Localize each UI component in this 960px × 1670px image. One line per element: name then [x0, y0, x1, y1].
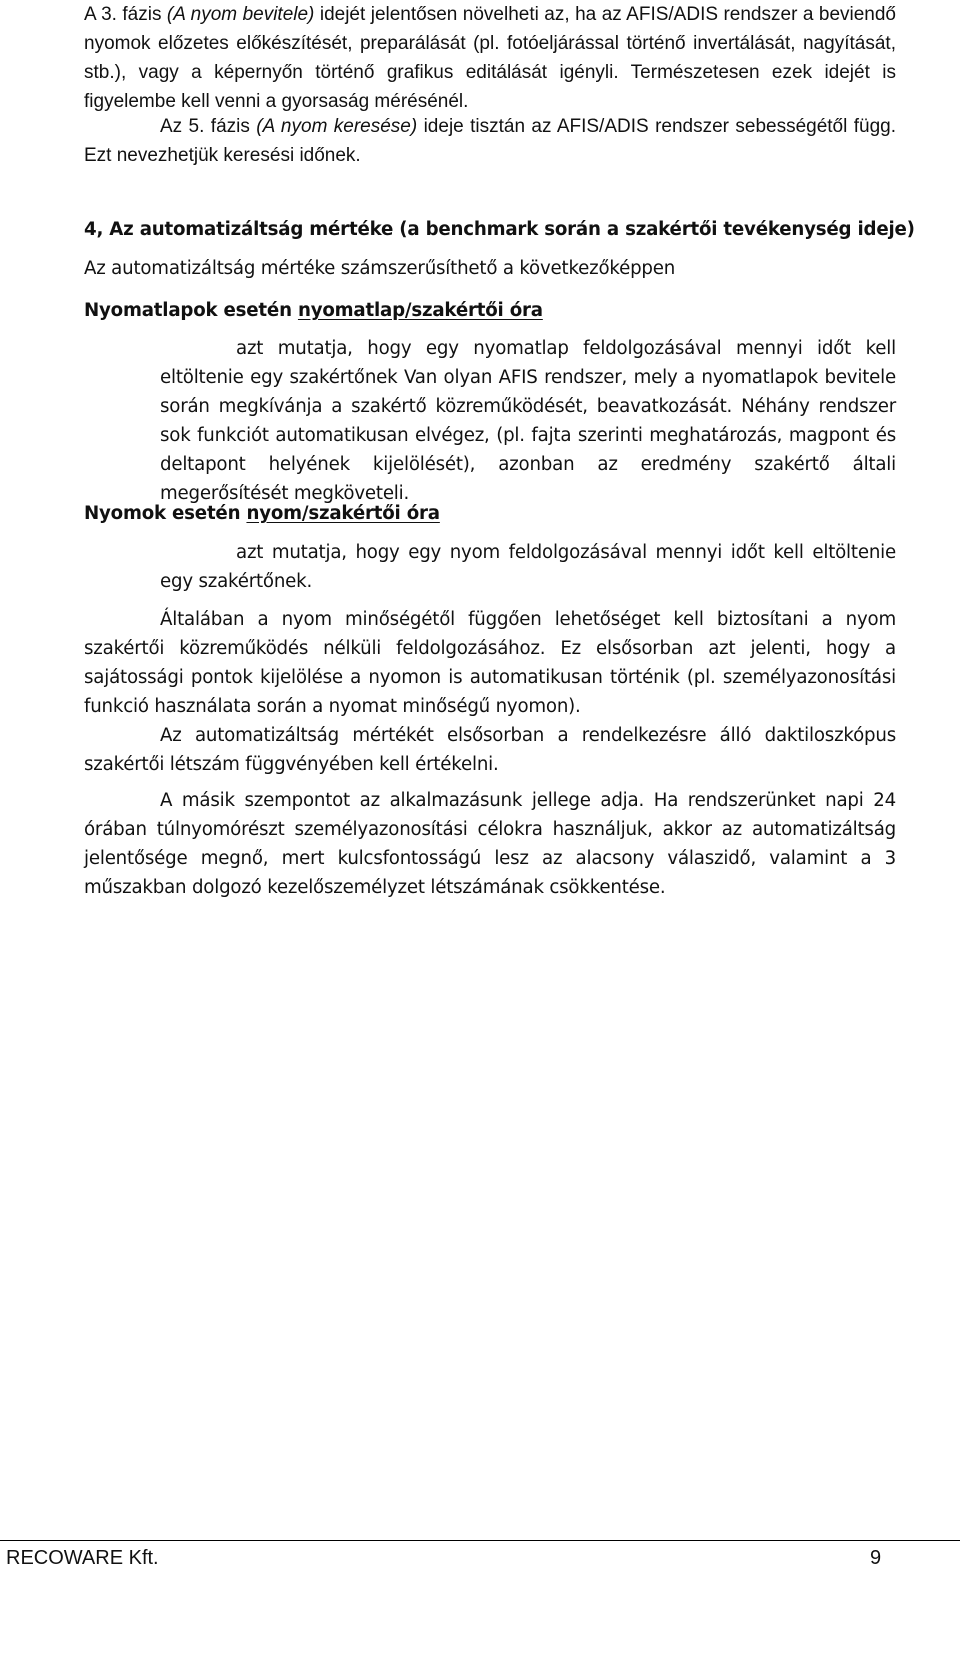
phase-5-text: ideje tisztán az AFIS/ADIS rendszer sebességétől függ. Ezt nevezhetjük keresési időnek.	[84, 116, 896, 166]
paragraph-phase-5	[84, 112, 896, 170]
nyom-body: azt mutatja, hogy egy nyom feldolgozásával mennyi időt kell eltöltenie egy szakértőnek.	[160, 542, 896, 592]
phase-3-prefix: A 3. fázis	[84, 4, 167, 25]
nyom-unit: nyom/szakértői óra	[246, 503, 440, 524]
nyomatlap-unit: nyomatlap/szakértői óra	[297, 300, 543, 321]
intro-line: Az automatizáltság mértéke számszerűsíthető a következőképpen	[84, 258, 676, 279]
footer-divider	[0, 1540, 960, 1541]
paragraph-text: A másik szempontot az alkalmazásunk jellege adja. Ha rendszerünket napi 24 órában túlnyomórészt személyazonosítási célokra használjuk, akkor az automatizáltság jelentősége megnő, mert kulcsfontosságú lesz az alacsony válaszidő, valamint a 3 műszakban dolgozó kezelőszemélyzet létszámának csökkentése.	[84, 790, 896, 898]
nyomatlap-description	[160, 334, 896, 508]
nyom-description	[160, 538, 896, 596]
phase-5-prefix: Az 5. fázis	[160, 116, 257, 137]
nyomatlap-body: azt mutatja, hogy egy nyomatlap feldolgozásával mennyi időt kell eltöltenie egy szakértőnek Van olyan AFIS rendszer, mely a nyomatlapok bevitele során megkívánja a szakértő közreműködését, beavatkozását. Néhány rendszer sok funkciót automatikusan elvégez, (pl. fajta szerinti meghatározás, magpont és deltapont helyének kijelölését), azonban az eredmény szakértő általi megerősítését megköveteli.	[160, 338, 896, 504]
paragraph-phase-3	[84, 0, 896, 116]
paragraph-staff	[84, 721, 896, 779]
footer-page-number: 9	[870, 1547, 882, 1569]
nyom-heading	[84, 499, 440, 528]
paragraph-application	[84, 786, 896, 902]
nyom-label: Nyomok esetén	[84, 503, 247, 524]
section-heading: 4, Az automatizáltság mértéke (a benchmark során a szakértői tevékenység ideje)	[84, 219, 915, 240]
paragraph-text: Általában a nyom minőségétől függően lehetőséget kell biztosítani a nyom szakértői közreműködés nélküli feldolgozásához. Ez elsősorban azt jelenti, hogy a sajátossági pontok kijelölése a nyomon is automatikusan történik (pl. személyazonosítási funkció használata során a nyomat minőségű nyomon).	[84, 609, 896, 717]
footer-company: RECOWARE Kft.	[6, 1547, 159, 1569]
phase-3-text: idejét jelentősen növelheti az, ha az AFIS/ADIS rendszer a beviendő nyomok előzetes előkészítését, preparálását (pl. fotóeljárással történő invertálását, nagyítását, stb.), vagy a képernyőn történő grafikus editálását igényli. Természetesen ezek idejét is figyelembe kell venni a gyorsaság mérésénél.	[84, 4, 896, 112]
nyomatlap-heading	[84, 296, 543, 325]
phase-3-italic: (A nyom bevitele)	[166, 4, 315, 25]
paragraph-text: Az automatizáltság mértékét elsősorban a rendelkezésre álló daktiloszkópus szakértői létszám függvényében kell értékelni.	[84, 725, 896, 775]
phase-5-italic: (A nyom keresése)	[256, 116, 418, 137]
nyomatlap-label: Nyomatlapok esetén	[84, 300, 298, 321]
paragraph-quality	[84, 605, 896, 721]
